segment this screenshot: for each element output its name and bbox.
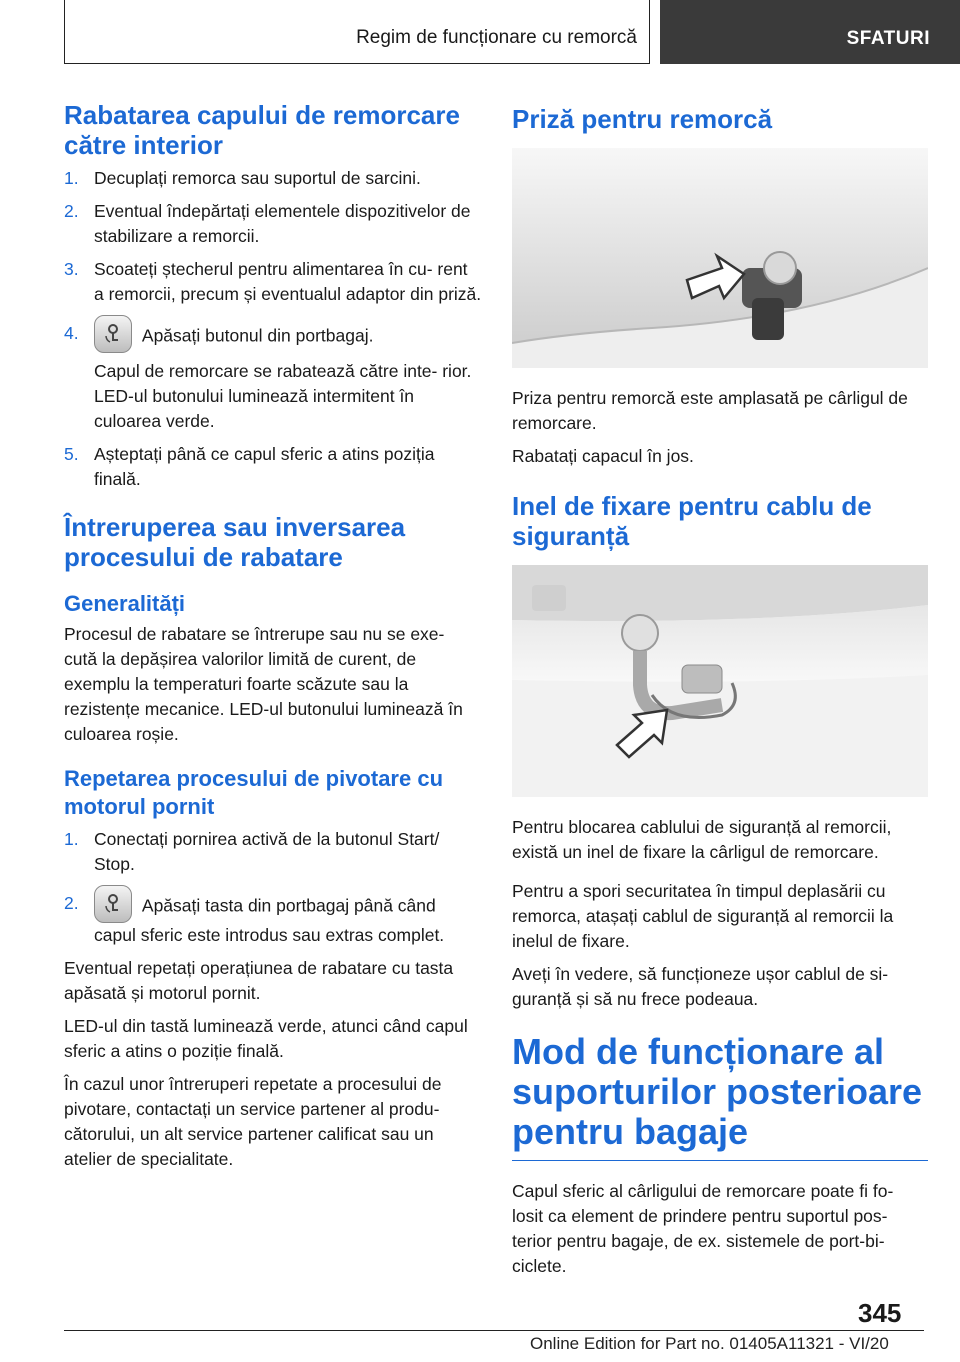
step-number: 3.	[64, 259, 79, 279]
footer-divider	[64, 1330, 924, 1331]
paragraph-ring-3: Aveți în vedere, să funcționeze ușor cablul de si- guranță și să nu frece podeaua.	[512, 964, 889, 1009]
tow-hitch-button-icon	[94, 315, 132, 353]
list-item	[64, 199, 482, 249]
repeat-steps	[64, 827, 482, 948]
header-chapter-tab	[660, 0, 960, 64]
step-text: Scoateți ștecherul pentru alimentarea în cu- rent a remorcii, precum și eventualul adaptor din priză.	[94, 259, 482, 304]
paragraph-rear-carrier: Capul sferic al cârligului de remorcare poate fi fo- losit ca element de prindere pentru suportul pos- terior pentru bagaje, de ex. sistemele de port-bi- ciclete.	[512, 1181, 894, 1276]
heading-safety-ring: Inel de fixare pentru cablu de siguranță	[512, 491, 872, 551]
footer-edition: Online Edition for Part no. 01405A11321 - VI/20	[530, 1334, 889, 1353]
paragraph-ring-2: Pentru a spori securitatea în timpul deplasării cu remorca, atașați cablul de siguranță al remorcii la inelul de fixare.	[512, 881, 894, 951]
list-item	[64, 321, 482, 434]
heading-socket: Priză pentru remorcă	[512, 104, 773, 134]
paragraph-ring-1: Pentru blocarea cablului de siguranță al remorcii, există un inel de fixare la cârligul de remorcare.	[512, 817, 892, 862]
header-chapter-text: SFATURI	[846, 28, 930, 49]
right-column	[512, 100, 928, 1287]
step-text: Eventual îndepărtați elementele dispozitivelor de stabilizare a remorcii.	[94, 201, 471, 246]
heading-interrupt: Întreruperea sau inversarea procesului de rabatare	[64, 512, 406, 572]
step-text: Decuplați remorca sau suportul de sarcini.	[94, 168, 421, 188]
step-number: 2.	[64, 893, 79, 913]
header-section-title	[64, 0, 650, 64]
step-text: Conectați pornirea activă de la butonul Start/ Stop.	[94, 829, 440, 874]
paragraph-repeat-3: În cazul unor întreruperi repetate a procesului de pivotare, contactați un service partener al produ- cătorului, un alt service partener calificat sau un atelier de specialitate.	[64, 1074, 442, 1169]
step-text: Apăsați tasta din portbagaj până când capul sferic este introdus sau extras complet.	[94, 895, 445, 945]
step-text: Apăsați butonul din portbagaj.	[141, 325, 374, 346]
tow-hitch-button-icon	[94, 885, 132, 923]
paragraph-repeat-2: LED-ul din tastă luminează verde, atunci când capul sferic a atins o poziție finală.	[64, 1016, 468, 1061]
step-number: 1.	[64, 829, 79, 849]
socket-illustration	[512, 148, 928, 368]
heading-rule	[512, 1160, 928, 1161]
step-note: Capul de remorcare se rabatează către inte- rior. LED-ul butonului luminează intermitent în culoarea verde.	[94, 361, 472, 431]
list-item	[64, 442, 482, 492]
heading-fold-in: Rabatarea capului de remorcare către interior	[64, 100, 460, 160]
step-number: 4.	[64, 323, 79, 343]
paragraph-repeat-1: Eventual repetați operațiunea de rabatare cu tasta apăsată și motorul pornit.	[64, 958, 454, 1003]
step-number: 1.	[64, 168, 79, 188]
header-section-title-text: Regim de funcționare cu remorcă	[356, 27, 637, 48]
list-item	[64, 166, 482, 191]
heading-rear-carrier: Mod de funcționare al suporturilor posterioare pentru bagaje	[512, 1031, 923, 1152]
list-item	[64, 891, 482, 948]
heading-repeat: Repetarea procesului de pivotare cu motorul pornit	[64, 766, 444, 819]
list-item	[64, 257, 482, 307]
left-column	[64, 100, 482, 1180]
list-item	[64, 827, 482, 877]
fold-in-steps	[64, 166, 482, 492]
step-number: 5.	[64, 444, 79, 464]
paragraph-socket-2: Rabatați capacul în jos.	[512, 446, 694, 466]
paragraph-socket-1: Priza pentru remorcă este amplasată pe cârligul de remorcare.	[512, 388, 908, 433]
paragraph-general: Procesul de rabatare se întrerupe sau nu se exe- cută la depășirea valorilor limită de curent, de exemplu la temperaturi foarte scăzute sau la rezistențe mecanice. LED-ul butonului luminează în culoarea roșie.	[64, 624, 463, 744]
heading-general: Generalități	[64, 591, 186, 616]
step-text: Așteptați până ce capul sferic a atins poziția finală.	[94, 444, 435, 489]
step-number: 2.	[64, 201, 79, 221]
safety-ring-illustration	[512, 565, 928, 797]
page-number: 345	[858, 1298, 902, 1328]
